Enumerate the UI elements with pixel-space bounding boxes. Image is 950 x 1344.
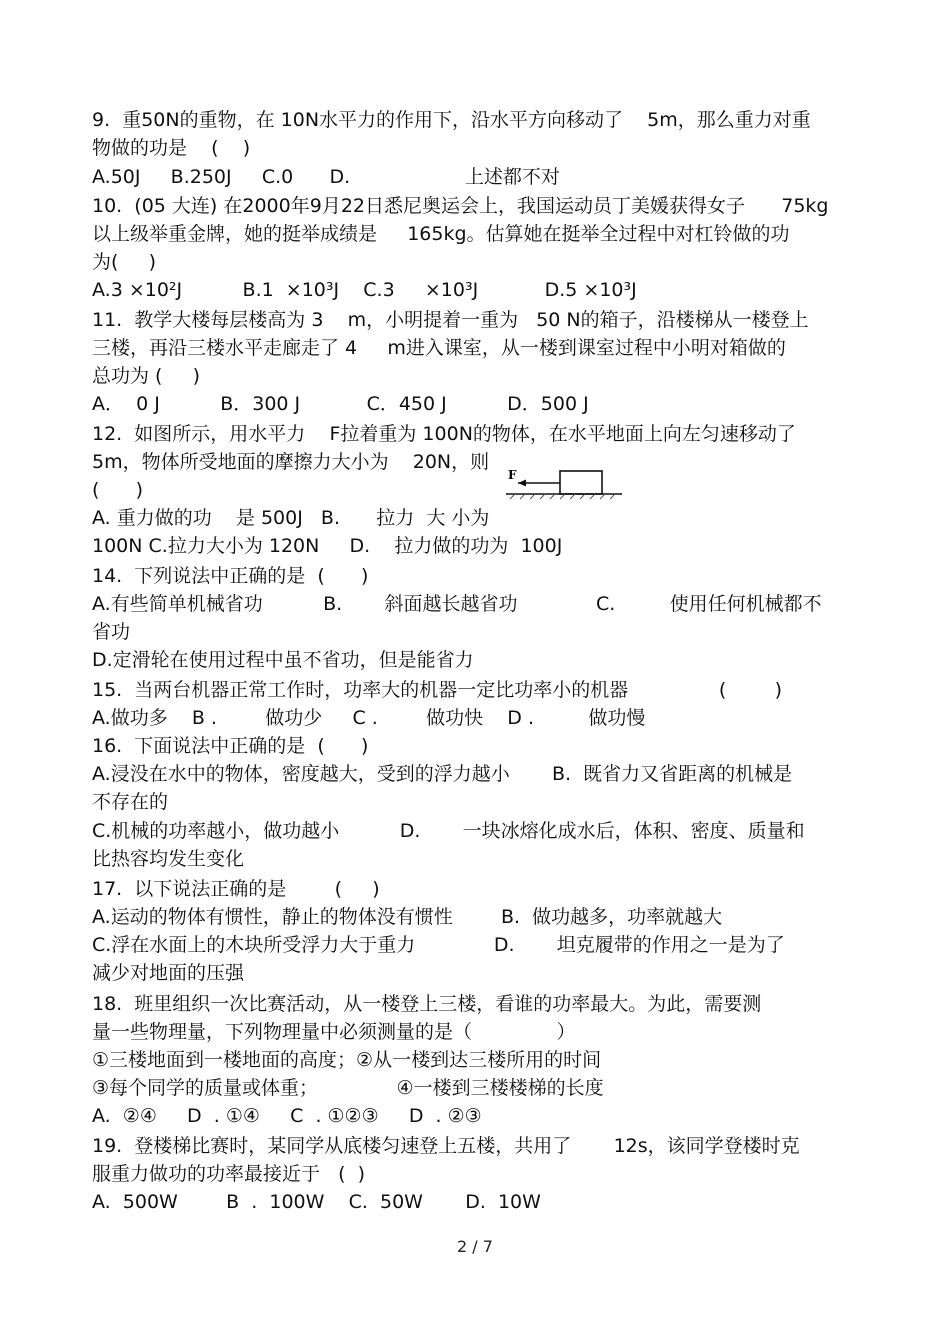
- question-16-line-3: 不存在的: [92, 791, 169, 813]
- question-12-line-2: 5m，物体所受地面的摩擦力大小为 20N，则: [92, 451, 490, 473]
- question-17-line-2: A.运动的物体有惯性，静止的物体没有惯性 B. 做功越多，功率就越大: [92, 906, 723, 928]
- question-18-line-2: 量一些物理量，下列物理量中必须测量的是（ ）: [92, 1021, 576, 1043]
- question-9-options: A.50J B.250J C.0 D. 上述都不对: [92, 166, 560, 188]
- question-9-line-2: 物做的功是 ( ): [92, 137, 251, 159]
- question-12-line-3: ( ): [92, 479, 144, 501]
- force-diagram: [506, 466, 624, 500]
- question-9-line-1: 9. 重50N的重物，在 10N水平力的作用下，沿水平方向移动了 5m，那么重力对重: [92, 109, 811, 131]
- question-18-line-4: ③每个同学的质量或体重； ④一楼到三楼楼梯的长度: [92, 1077, 604, 1099]
- question-11-line-1: 11. 教学大楼每层楼高为 3 m，小明提着一重为 50 N的箱子，沿楼梯从一楼登上: [92, 309, 809, 331]
- question-10-line-2: 以上级举重金牌，她的挺举成绩是 165kg。估算她在挺举全过程中对杠铃做的功: [92, 223, 790, 245]
- question-16-line-2: A.浸没在水中的物体，密度越大，受到的浮力越小 B. 既省力又省距离的机械是: [92, 763, 793, 785]
- block: [560, 471, 602, 494]
- question-16-line-1: 16. 下面说法中正确的是 ( ): [92, 735, 369, 757]
- question-18-line-1: 18. 班里组织一次比赛活动，从一楼登上三楼，看谁的功率最大。为此，需要测: [92, 993, 762, 1015]
- question-14-line-4: D.定滑轮在使用过程中虽不省功，但是能省力: [92, 649, 474, 671]
- question-10-options: A.3 ×10²J B.1 ×10³J C.3 ×10³J D.5 ×10³J: [92, 279, 637, 301]
- question-12-options-1: A. 重力做的功 是 500J B. 拉力 大 小为: [92, 507, 490, 529]
- question-19-line-2: 服重力做功的功率最接近于 ( ): [92, 1163, 366, 1185]
- question-15-line-1: 15. 当两台机器正常工作时，功率大的机器一定比功率小的机器 ( ): [92, 679, 783, 701]
- question-14-line-3: 省功: [92, 621, 131, 643]
- question-10-line-3: 为( ): [92, 251, 157, 273]
- question-10-line-1: 10. (05 大连) 在2000年9月22日悉尼奥运会上，我国运动员丁美媛获得女子 75kg: [92, 195, 829, 217]
- question-12-options-2: 100N C.拉力大小为 120N D. 拉力做的功为 100J: [92, 535, 563, 557]
- question-19-options: A. 500W B . 100W C. 50W D. 10W: [92, 1191, 541, 1213]
- force-label: F: [508, 468, 517, 482]
- page-number: 2 / 7: [457, 1237, 493, 1256]
- question-14-line-1: 14. 下列说法中正确的是 ( ): [92, 565, 369, 587]
- question-16-line-4: C.机械的功率越小，做功越小 D. 一块冰熔化成水后，体积、密度、质量和: [92, 820, 805, 842]
- force-arrow-head: [518, 480, 526, 487]
- question-17-line-4: 减少对地面的压强: [92, 962, 245, 984]
- question-14-line-2: A.有些简单机械省功 B. 斜面越长越省功 C. 使用任何机械都不: [92, 593, 822, 615]
- question-12-line-1: 12. 如图所示，用水平力 F拉着重为 100N的物体，在水平地面上向左匀速移动了: [92, 423, 796, 445]
- question-19-line-1: 19. 登楼梯比赛时，某同学从底楼匀速登上五楼，共用了 12s，该同学登楼时克: [92, 1135, 800, 1157]
- question-11-line-2: 三楼，再沿三楼水平走廊走了 4 m进入课室，从一楼到课室过程中小明对箱做的: [92, 337, 786, 359]
- question-17-line-3: C.浮在水面上的木块所受浮力大于重力 D. 坦克履带的作用之一是为了: [92, 934, 785, 956]
- question-16-line-5: 比热容均发生变化: [92, 848, 245, 870]
- question-15-options: A.做功多 B . 做功少 C . 做功快 D . 做功慢: [92, 707, 646, 729]
- question-11-line-3: 总功为 ( ): [92, 365, 201, 387]
- question-18-options: A. ②④ D . ①④ C . ①②③ D . ②③: [92, 1105, 482, 1127]
- question-11-options: A． 0 J B．300 J C．450 J D．500 J: [92, 393, 589, 415]
- force-box-figure: [506, 466, 624, 500]
- question-18-line-3: ①三楼地面到一楼地面的高度；②从一楼到达三楼所用的时间: [92, 1049, 602, 1071]
- question-17-line-1: 17. 以下说法正确的是 ( ): [92, 878, 380, 900]
